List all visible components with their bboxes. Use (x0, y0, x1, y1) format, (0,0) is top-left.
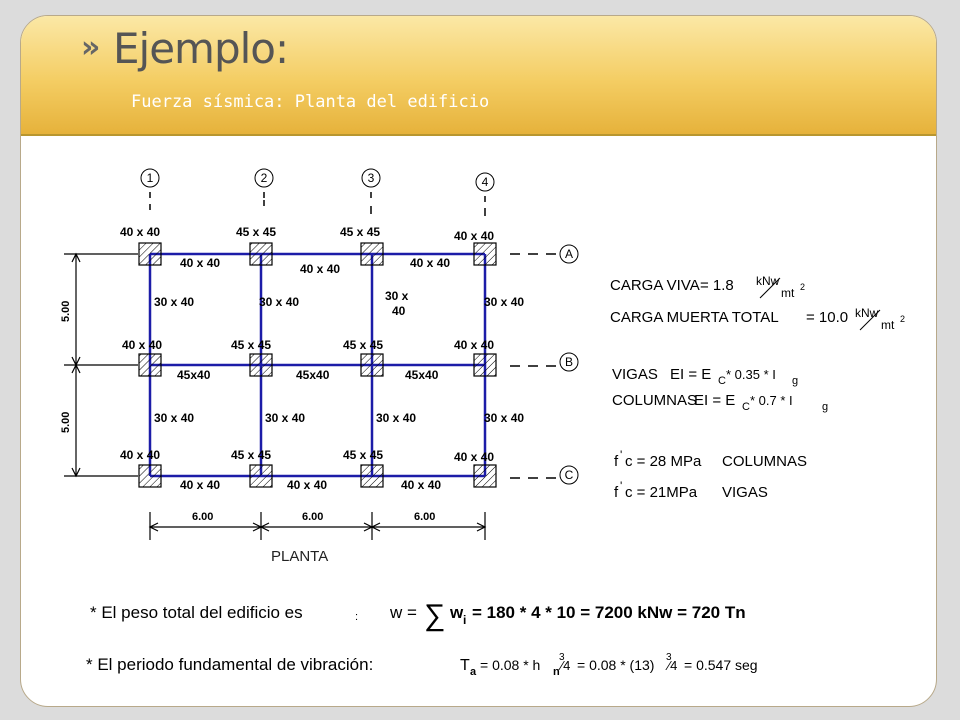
axis-label: 3 (367, 171, 375, 185)
axis-dash (150, 192, 485, 216)
fc-label: COLUMNAS (722, 453, 808, 470)
axis-number-markers (141, 169, 494, 216)
period-div: ⁄4 (561, 658, 571, 673)
column-label: 40 x 40 (120, 448, 161, 462)
period-n: n (553, 666, 560, 678)
column-label: 45 x 45 (340, 225, 381, 239)
axis-label: 1 (146, 171, 154, 185)
weight-colon: : (355, 611, 359, 623)
fc-label: VIGAS (722, 484, 768, 501)
column (250, 465, 272, 487)
eq-ei: EI = E (694, 392, 736, 409)
eq-value: = 10.0 (806, 309, 849, 326)
load-equations (610, 274, 905, 332)
eq-exp: 2 (900, 314, 906, 324)
period-part1: = 0.08 * h (480, 657, 541, 673)
eq-unit-den: mt (881, 318, 895, 332)
eq-ei: EI = E (670, 366, 712, 383)
column-label: 40 x 40 (122, 338, 163, 352)
eq-sub: g (792, 375, 799, 387)
column-label: 45 x 45 (231, 338, 272, 352)
beam-label: 30 x 40 (154, 411, 195, 425)
column-label: 40 x 40 (454, 229, 495, 243)
eq-sub: C (742, 401, 750, 413)
period-div: ⁄4 (668, 658, 678, 673)
fc-prime: ' (620, 448, 623, 462)
weight-wi: w (450, 603, 464, 622)
eq-sub: C (718, 375, 726, 387)
weight-w: w = (390, 603, 417, 622)
column-label: 45 x 45 (236, 225, 277, 239)
beam-label: 30 x 40 (376, 411, 417, 425)
eq-factor: * 0.7 * I (750, 393, 793, 408)
weight-result: = 180 * 4 * 10 = 7200 kNw = 720 Tn (472, 603, 746, 622)
column (474, 243, 496, 265)
beam-label: 40 x 40 (180, 478, 221, 492)
axis-label: 2 (260, 171, 268, 185)
column-label: 45 x 45 (343, 338, 384, 352)
plan-label: PLANTA (271, 548, 329, 565)
subtitle: Fuerza sísmica: Planta del edificio (131, 92, 490, 112)
beam-label: 45x40 (405, 368, 439, 382)
stiffness-equations (612, 366, 828, 413)
period-part2: = 0.08 * (13) (577, 657, 655, 673)
column (250, 354, 272, 376)
weight-label: * El peso total del edificio es (90, 603, 303, 622)
weight-statement (90, 599, 746, 632)
column-label: 40 x 40 (454, 450, 495, 464)
eq-unit-den: mt (781, 286, 795, 300)
eq-sub: g (822, 401, 829, 413)
dimension-label: 5.00 (60, 300, 72, 322)
concrete-strength (614, 448, 807, 501)
period-label: * El periodo fundamental de vibración: (86, 655, 374, 674)
eq-exp: 2 (800, 282, 806, 292)
eq-label: CARGA VIVA (610, 277, 700, 294)
fc-f: f (614, 484, 619, 501)
fc-f: f (614, 453, 619, 470)
beam-label: 40 x 40 (180, 256, 221, 270)
axis-label: A (564, 247, 574, 261)
period-exp: 3 (666, 652, 672, 663)
beam-label: 45x40 (296, 368, 330, 382)
column (361, 243, 383, 265)
eq-value: = 1.8 (700, 277, 734, 294)
column-label: 40 x 40 (120, 225, 161, 239)
beam-label: 40 x 40 (401, 478, 442, 492)
column (139, 243, 161, 265)
beam-label: 30 x 40 (265, 411, 306, 425)
axis-label: B (564, 355, 574, 369)
beam-label: 40 x 40 (287, 478, 328, 492)
period-statement (86, 652, 758, 678)
eq-label: CARGA MUERTA TOTAL (610, 309, 779, 326)
weight-i: i (463, 613, 467, 627)
eq-unit-num: kNw (756, 274, 780, 288)
period-T: T (460, 657, 470, 674)
beam-grid (150, 254, 485, 476)
beam-label: 40 x 40 (300, 262, 341, 276)
column-label: 45 x 45 (231, 448, 272, 462)
chevron-icon: » (81, 30, 101, 65)
column (361, 354, 383, 376)
column (474, 465, 496, 487)
eq-factor: * 0.35 * I (726, 367, 776, 382)
beam-label: 30 x 40 (484, 295, 525, 309)
axis-label: 4 (481, 175, 489, 189)
beam-label: 45x40 (177, 368, 211, 382)
column (361, 465, 383, 487)
beam-label: 30 x 40 (259, 295, 300, 309)
vertical-dimension (64, 254, 138, 476)
column (139, 465, 161, 487)
eq-label: VIGAS (612, 366, 658, 383)
dimension-label: 6.00 (192, 511, 214, 523)
eq-label: COLUMNAS (612, 392, 698, 409)
dimension-label: 6.00 (302, 511, 324, 523)
fc-value: c = 21MPa (625, 484, 698, 501)
axis-letter-markers (510, 245, 578, 484)
beam-label: 30 x 40 (484, 411, 525, 425)
dimension-label: 5.00 (60, 411, 72, 433)
period-a: a (470, 666, 477, 678)
column (474, 354, 496, 376)
fc-value: c = 28 MPa (625, 453, 702, 470)
period-exp: 3 (559, 652, 565, 663)
eq-unit-num: kNw (855, 306, 879, 320)
column-label: 40 x 40 (454, 338, 495, 352)
column (139, 354, 161, 376)
sum-symbol: ∑ (424, 599, 446, 632)
beam-label: 40 (392, 304, 406, 318)
fc-prime: ' (620, 479, 623, 493)
dimension-label: 6.00 (414, 511, 436, 523)
column (250, 243, 272, 265)
axis-label: C (564, 468, 574, 482)
beam-label: 30 x (385, 289, 409, 303)
column-label: 45 x 45 (343, 448, 384, 462)
beam-label: 40 x 40 (410, 256, 451, 270)
page-title: Ejemplo: (113, 24, 289, 73)
period-result: = 0.547 seg (684, 657, 758, 673)
beam-label: 30 x 40 (154, 295, 195, 309)
plan-labels (120, 225, 524, 492)
